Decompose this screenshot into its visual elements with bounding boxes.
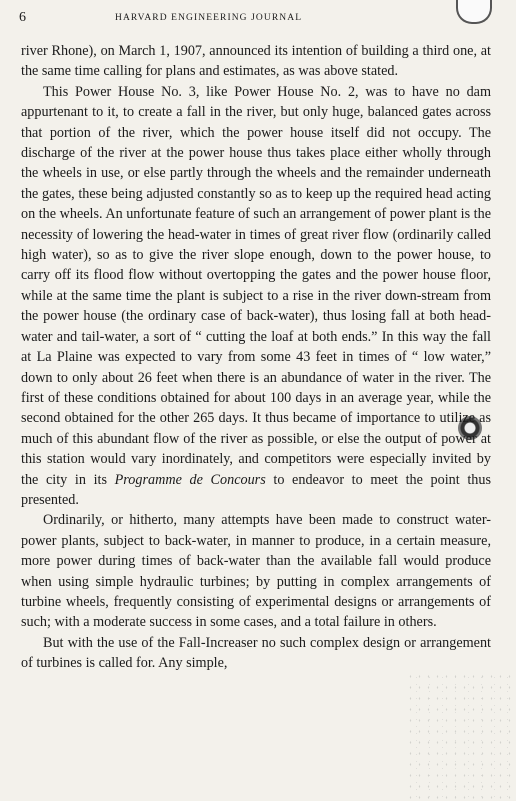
paragraph-1: river Rhone), on March 1, 1907, announced its intention of building a third one, at the same time calling for plans and estimates, as was above stated. (21, 43, 491, 80)
running-head: HARVARD ENGINEERING JOURNAL (115, 13, 303, 23)
page-number: 6 (19, 10, 26, 25)
page-header (0, 10, 516, 30)
paragraph-4: But with the use of the Fall-Increaser no such complex design or arrangement of turbines is called for. Any simple, (21, 634, 491, 672)
paper-speckle (406, 671, 516, 801)
paragraph-2-text-before: This Power House No. 3, like Power House No. 2, was to have no dam appurtenant to it, to create a fall in the river, but only huge, balanced gates across that portion of the river, which the power house itself did not occupy. The discharge of the river at the power house thus takes place either wholly through the wheels in use, or else partly through the wheels and the remainder underneath the gates, these being adjusted constantly so as to keep up the required head acting on the wheels. An unfortunate feature of such an arrangement of power plant is the necessity of lowering the head-water in times of great river flow (ordinarily called high water), so as to give the river slope enough, down to the power house, to carry off its flood flow without overtopping the gates and the power house floor, while at the same time the plant is subject to a rise in the river down-stream from the power house (the ordinary case of back-water), thus losing fall at both head-water and tail-water, a sort of “ cutting the loaf at both ends.” In this way the fall at La Plaine was expected to vary from some 43 feet in times of “ low water,” down to only about 26 feet when there is an abundance of water in the river. The first of these conditions obtained for about 100 days in an average year, while the second obtained for the other 265 days. It thus became of importance to utilize as much of this abundant flow of the river as possible, or else the output of power at this station would vary inordinately, and competitors were especially invited by the city in its (21, 83, 491, 488)
paragraph-2 (21, 82, 491, 511)
paragraph-2-text-after: to endeavor to meet the point thus presented. (21, 471, 491, 508)
paragraph-3: Ordinarily, or hitherto, many attempts have been made to construct water-power plants, subject to back-water, in manner to produce, in a certain measure, more power during times of back-water than the available fall would produce when using simple hydraulic turbines; by putting in complex arrangements of turbine wheels, frequently consisting of experimental designs or arrangements of such; with a moderate success in some cases, and a total failure in others. (21, 512, 491, 631)
paragraph-2-italic-title: Programme de Concours (114, 471, 266, 488)
body-text (21, 41, 491, 674)
